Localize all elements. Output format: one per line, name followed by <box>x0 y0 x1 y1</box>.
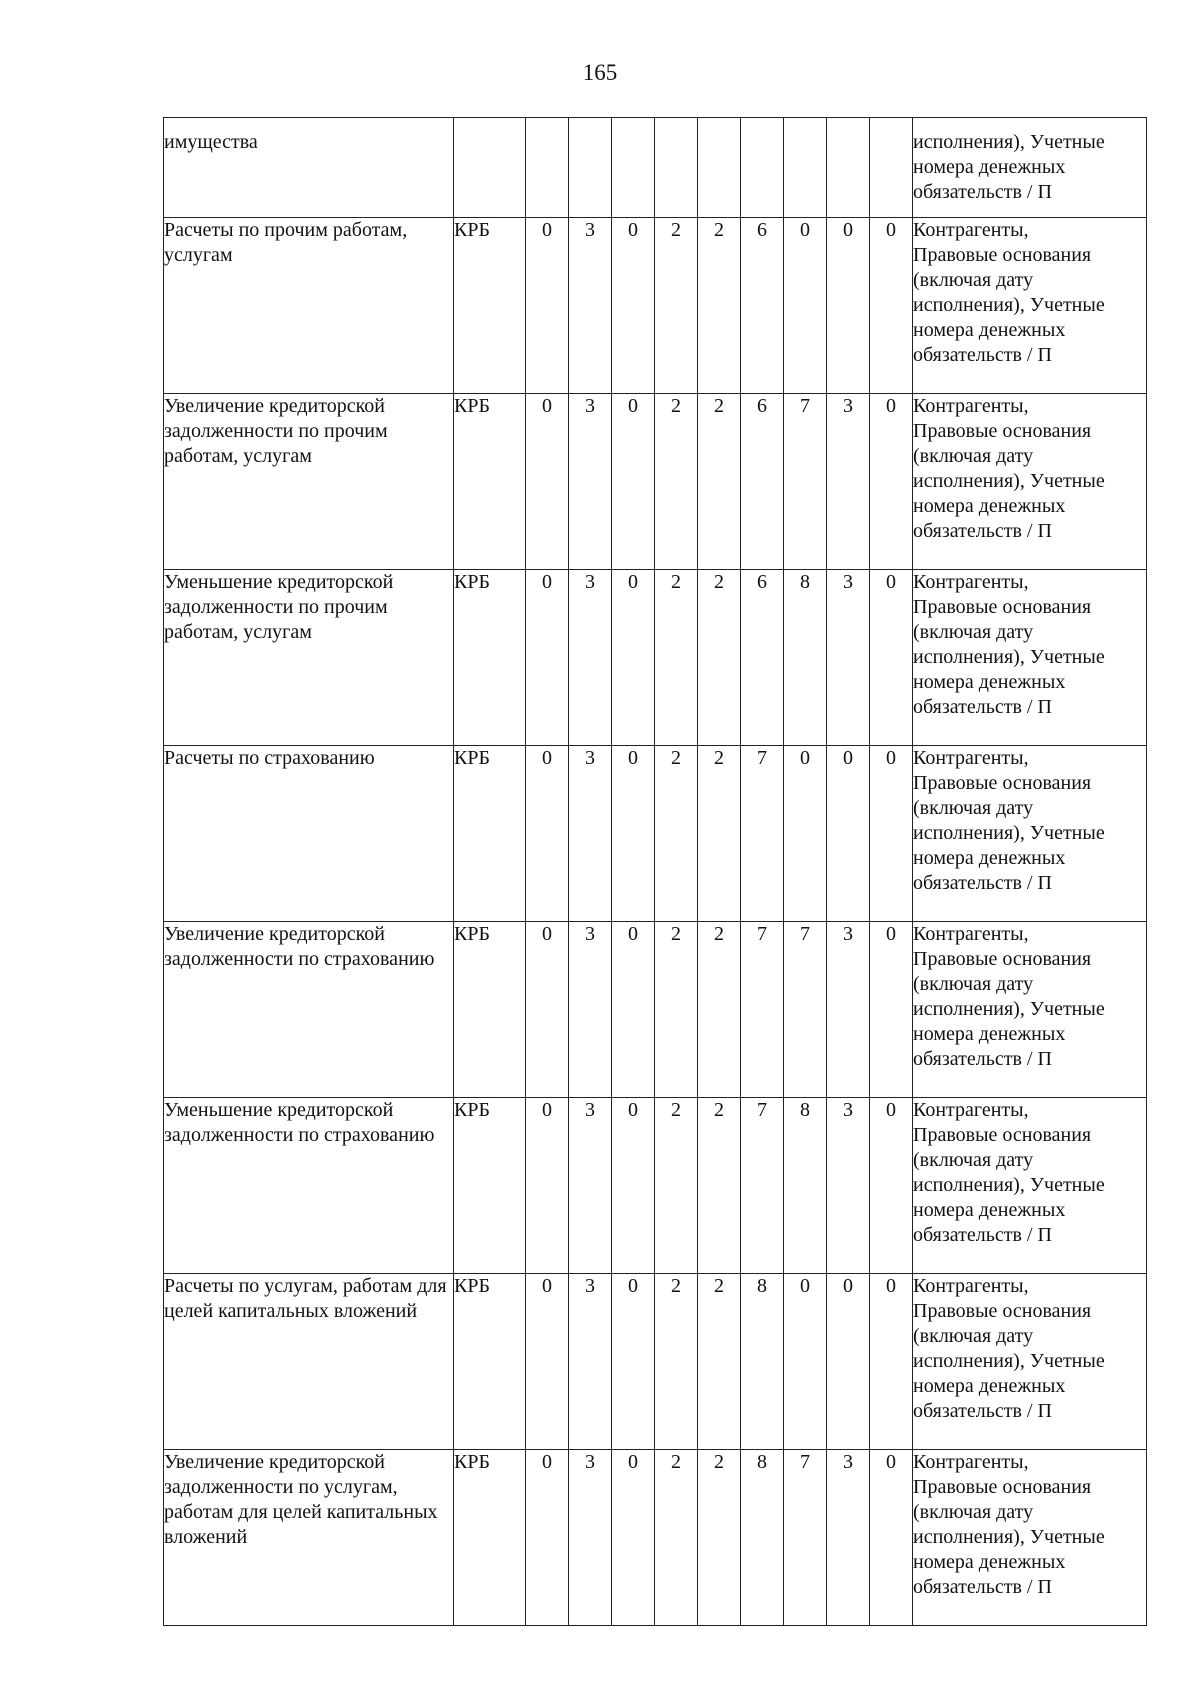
table-row <box>164 1274 1147 1450</box>
page-number: 165 <box>582 60 618 85</box>
account-name-cell: имущества <box>164 118 454 218</box>
account-digit-cell: 2 <box>655 746 698 922</box>
account-name-cell: Увеличение кредиторской задолженности по прочим работам, услугам <box>164 394 454 570</box>
account-digit-cell: 0 <box>612 570 655 746</box>
analytics-attributes-cell: Контрагенты, Правовые основания (включая дату исполнения), Учетные номера денежных обязательств / П <box>913 746 1147 922</box>
account-digit-cell: 7 <box>741 922 784 1098</box>
account-name-cell: Увеличение кредиторской задолженности по страхованию <box>164 922 454 1098</box>
account-name-cell: Увеличение кредиторской задолженности по услугам, работам для целей капитальных вложений <box>164 1450 454 1626</box>
account-digit-cell: 0 <box>870 394 913 570</box>
account-digit-cell: 2 <box>698 218 741 394</box>
account-name-cell: Уменьшение кредиторской задолженности по страхованию <box>164 1098 454 1274</box>
analytics-attributes-cell: Контрагенты, Правовые основания (включая дату исполнения), Учетные номера денежных обязательств / П <box>913 1450 1147 1626</box>
account-digit-cell <box>612 118 655 218</box>
table-row <box>164 218 1147 394</box>
account-digit-cell: 3 <box>827 922 870 1098</box>
account-digit-cell <box>741 118 784 218</box>
account-digit-cell: 7 <box>784 1450 827 1626</box>
account-digit-cell: 0 <box>526 1274 569 1450</box>
account-digit-cell: 3 <box>569 1450 612 1626</box>
account-digit-cell: 2 <box>698 1098 741 1274</box>
account-digit-cell: 2 <box>698 922 741 1098</box>
account-digit-cell <box>698 118 741 218</box>
account-digit-cell: 7 <box>741 1098 784 1274</box>
account-digit-cell: 7 <box>784 394 827 570</box>
analytics-attributes-cell: Контрагенты, Правовые основания (включая дату исполнения), Учетные номера денежных обязательств / П <box>913 922 1147 1098</box>
source-code-cell: КРБ <box>454 1098 526 1274</box>
source-code-cell: КРБ <box>454 922 526 1098</box>
account-digit-cell: 3 <box>569 922 612 1098</box>
source-code-cell: КРБ <box>454 570 526 746</box>
table-row <box>164 1450 1147 1626</box>
account-digit-cell: 2 <box>655 922 698 1098</box>
account-digit-cell: 2 <box>698 570 741 746</box>
account-digit-cell: 0 <box>827 746 870 922</box>
account-digit-cell: 6 <box>741 570 784 746</box>
account-digit-cell: 8 <box>741 1450 784 1626</box>
account-digit-cell: 3 <box>569 394 612 570</box>
account-digit-cell: 0 <box>526 922 569 1098</box>
account-digit-cell: 0 <box>526 1098 569 1274</box>
account-digit-cell <box>569 118 612 218</box>
account-digit-cell: 0 <box>870 1274 913 1450</box>
account-digit-cell: 0 <box>526 394 569 570</box>
account-name-cell: Расчеты по страхованию <box>164 746 454 922</box>
account-digit-cell: 3 <box>569 570 612 746</box>
account-digit-cell: 0 <box>784 1274 827 1450</box>
account-digit-cell: 2 <box>655 1450 698 1626</box>
account-digit-cell: 0 <box>827 218 870 394</box>
account-digit-cell: 3 <box>827 1098 870 1274</box>
account-digit-cell: 3 <box>827 570 870 746</box>
account-digit-cell: 0 <box>612 218 655 394</box>
account-digit-cell: 8 <box>784 570 827 746</box>
account-digit-cell: 0 <box>612 394 655 570</box>
source-code-cell: КРБ <box>454 394 526 570</box>
account-digit-cell: 0 <box>526 570 569 746</box>
account-digit-cell: 0 <box>612 922 655 1098</box>
analytics-attributes-cell: Контрагенты, Правовые основания (включая дату исполнения), Учетные номера денежных обязательств / П <box>913 1098 1147 1274</box>
account-digit-cell: 0 <box>526 218 569 394</box>
account-digit-cell: 2 <box>698 1274 741 1450</box>
table-body <box>164 118 1147 1626</box>
account-name-cell: Расчеты по прочим работам, услугам <box>164 218 454 394</box>
account-digit-cell: 3 <box>569 1098 612 1274</box>
account-digit-cell: 2 <box>698 394 741 570</box>
account-digit-cell <box>827 118 870 218</box>
source-code-cell <box>454 118 526 218</box>
account-digit-cell <box>655 118 698 218</box>
account-digit-cell: 0 <box>870 746 913 922</box>
account-digit-cell: 0 <box>784 746 827 922</box>
source-code-cell: КРБ <box>454 218 526 394</box>
analytics-attributes-cell: Контрагенты, Правовые основания (включая дату исполнения), Учетные номера денежных обязательств / П <box>913 394 1147 570</box>
table-row <box>164 746 1147 922</box>
table-row <box>164 570 1147 746</box>
account-digit-cell: 0 <box>612 1098 655 1274</box>
account-digit-cell: 2 <box>655 218 698 394</box>
account-digit-cell: 3 <box>569 746 612 922</box>
analytics-attributes-cell: Контрагенты, Правовые основания (включая дату исполнения), Учетные номера денежных обязательств / П <box>913 218 1147 394</box>
account-table <box>163 117 1147 1626</box>
account-digit-cell: 8 <box>784 1098 827 1274</box>
source-code-cell: КРБ <box>454 1450 526 1626</box>
account-digit-cell: 2 <box>655 570 698 746</box>
account-digit-cell: 0 <box>870 218 913 394</box>
table-row <box>164 118 1147 218</box>
account-digit-cell: 7 <box>784 922 827 1098</box>
table-row <box>164 1098 1147 1274</box>
account-digit-cell <box>526 118 569 218</box>
account-digit-cell <box>870 118 913 218</box>
table-row <box>164 922 1147 1098</box>
account-digit-cell: 6 <box>741 218 784 394</box>
account-digit-cell <box>784 118 827 218</box>
account-digit-cell: 7 <box>741 746 784 922</box>
account-digit-cell: 8 <box>741 1274 784 1450</box>
account-digit-cell: 2 <box>698 746 741 922</box>
account-name-cell: Расчеты по услугам, работам для целей капитальных вложений <box>164 1274 454 1450</box>
source-code-cell: КРБ <box>454 1274 526 1450</box>
account-digit-cell: 6 <box>741 394 784 570</box>
analytics-attributes-cell: исполнения), Учетные номера денежных обязательств / П <box>913 118 1147 218</box>
source-code-cell: КРБ <box>454 746 526 922</box>
account-digit-cell: 0 <box>870 922 913 1098</box>
account-digit-cell: 0 <box>827 1274 870 1450</box>
account-digit-cell: 0 <box>612 1450 655 1626</box>
account-digit-cell: 0 <box>870 1450 913 1626</box>
account-digit-cell: 0 <box>612 746 655 922</box>
account-digit-cell: 2 <box>655 1098 698 1274</box>
account-digit-cell: 0 <box>870 570 913 746</box>
analytics-attributes-cell: Контрагенты, Правовые основания (включая дату исполнения), Учетные номера денежных обязательств / П <box>913 570 1147 746</box>
account-digit-cell: 3 <box>827 1450 870 1626</box>
account-digit-cell: 0 <box>526 1450 569 1626</box>
account-digit-cell: 3 <box>569 1274 612 1450</box>
account-digit-cell: 3 <box>569 218 612 394</box>
account-digit-cell: 2 <box>655 394 698 570</box>
account-digit-cell: 0 <box>526 746 569 922</box>
account-digit-cell: 0 <box>612 1274 655 1450</box>
table-row <box>164 394 1147 570</box>
analytics-attributes-cell: Контрагенты, Правовые основания (включая дату исполнения), Учетные номера денежных обязательств / П <box>913 1274 1147 1450</box>
account-digit-cell: 0 <box>870 1098 913 1274</box>
account-digit-cell: 0 <box>784 218 827 394</box>
account-name-cell: Уменьшение кредиторской задолженности по прочим работам, услугам <box>164 570 454 746</box>
account-digit-cell: 3 <box>827 394 870 570</box>
account-digit-cell: 2 <box>655 1274 698 1450</box>
account-digit-cell: 2 <box>698 1450 741 1626</box>
